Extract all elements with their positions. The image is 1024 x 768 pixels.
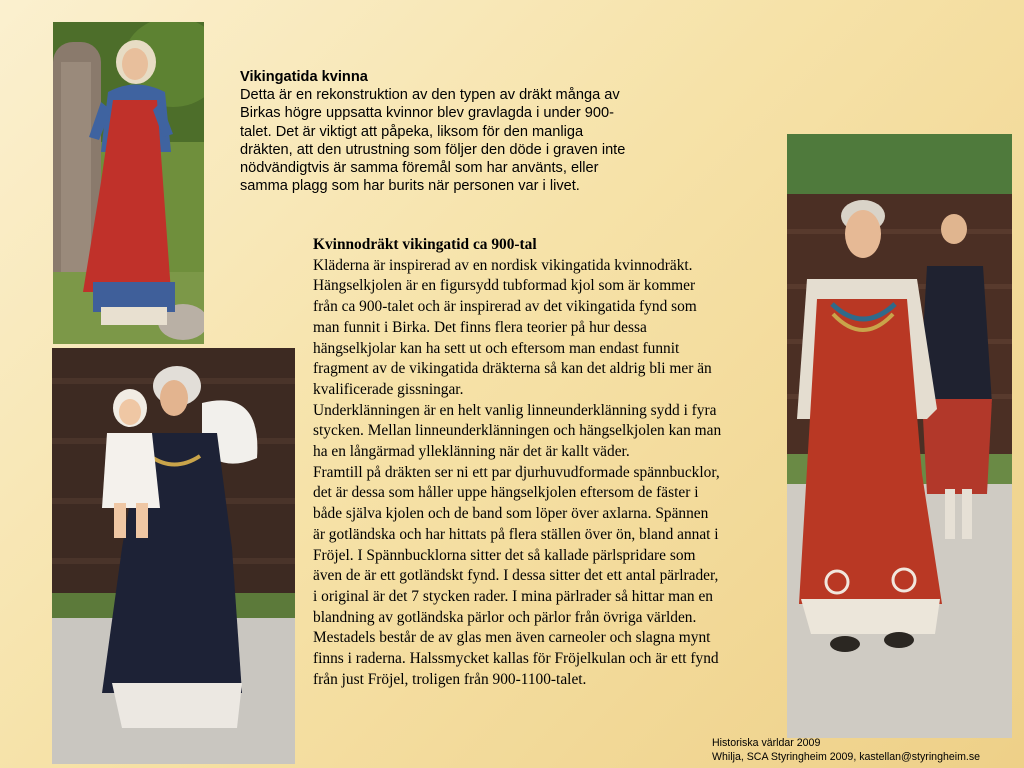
costume-line: stycken. Mellan linneunderklänningen och hängselkjolen kan man bbox=[313, 422, 722, 440]
costume-line: man funnit i Birka. Det finns flera teorier på hur dessa bbox=[313, 318, 647, 336]
costume-line: det är dessa som håller uppe hängselkjolen eftersom de fäster i bbox=[313, 484, 699, 502]
intro-line: Birkas högre uppsatta kvinnor blev gravlagda i under 900- bbox=[240, 105, 614, 122]
costume-line: finns i raderna. Halssmycket kallas för Fröjelkulan och är ett fynd bbox=[313, 650, 719, 668]
costume-line: ha en långärmad ylleklänning när det är kallt väder. bbox=[313, 443, 630, 461]
costume-line: från ca 900-talet och är inspirerad av det vikingatida fynd som bbox=[313, 298, 697, 316]
costume-line: hängselkjolar kan ha sett ut och eftersom man endast funnit bbox=[313, 339, 680, 357]
footer-event: Historiska världar 2009 bbox=[712, 737, 821, 749]
intro-heading: Vikingatida kvinna bbox=[240, 69, 368, 85]
photo-woman-red-dress bbox=[53, 22, 204, 344]
photo-woman-with-child bbox=[52, 348, 295, 764]
costume-line: Framtill på dräkten ser ni ett par djurhuvudformade spännbucklor, bbox=[313, 463, 720, 481]
costume-line: Fröjel. I Spännbucklorna sitter det så kallade pärlspridare som bbox=[313, 546, 696, 564]
costume-line: fragment av de vikingatida dräkterna så kan det aldrig bli mer än bbox=[313, 360, 712, 378]
intro-line: samma plagg som har burits när personen var i livet. bbox=[240, 178, 580, 195]
intro-text-block bbox=[240, 68, 700, 195]
footer-credits bbox=[712, 737, 980, 764]
costume-line: är gotländska och har hittats på flera ställen över ön, bland annat i bbox=[313, 525, 719, 543]
costume-line: även de är ett gotländskt fynd. I dessa sitter det ett antal pärlrader, bbox=[313, 567, 719, 585]
costume-line: Mestadels består de av glas men även carneoler och slagna mynt bbox=[313, 629, 711, 647]
costume-line: blandning av gotländska pärlor och pärlor från övriga världen. bbox=[313, 608, 697, 626]
photo-couple-viking-costume bbox=[787, 134, 1012, 738]
intro-line: dräkten, att den utrustning som följer den döde i graven inte bbox=[240, 141, 626, 158]
footer-contact: Whilja, SCA Styringheim 2009, kastellan@styringheim.se bbox=[712, 750, 981, 763]
costume-heading: Kvinnodräkt vikingatid ca 900-tal bbox=[313, 236, 537, 253]
intro-line: Detta är en rekonstruktion av den typen av dräkt många av bbox=[240, 87, 620, 104]
costume-line: från just Fröjel, troligen från 900-1100-talet. bbox=[313, 670, 587, 688]
costume-description-block bbox=[313, 235, 773, 690]
costume-line: både själva kjolen och de band som löper över axlarna. Spännen bbox=[313, 505, 709, 523]
intro-line: nödvändigtvis är samma föremål som har använts, eller bbox=[240, 160, 599, 177]
costume-line: Hängselkjolen är en figursydd tubformad kjol som är kommer bbox=[313, 277, 696, 295]
costume-line: kvalificerade gissningar. bbox=[313, 380, 464, 398]
intro-line: talet. Det är viktigt att påpeka, liksom för den manliga bbox=[240, 123, 584, 140]
costume-line: Underklänningen är en helt vanlig linneunderklänning sydd i fyra bbox=[313, 401, 717, 419]
costume-line: Kläderna är inspirerad av en nordisk vikingatida kvinnodräkt. bbox=[313, 256, 693, 274]
costume-line: i original är det 7 stycken rader. I mina pärlrader så hittar man en bbox=[313, 587, 713, 605]
